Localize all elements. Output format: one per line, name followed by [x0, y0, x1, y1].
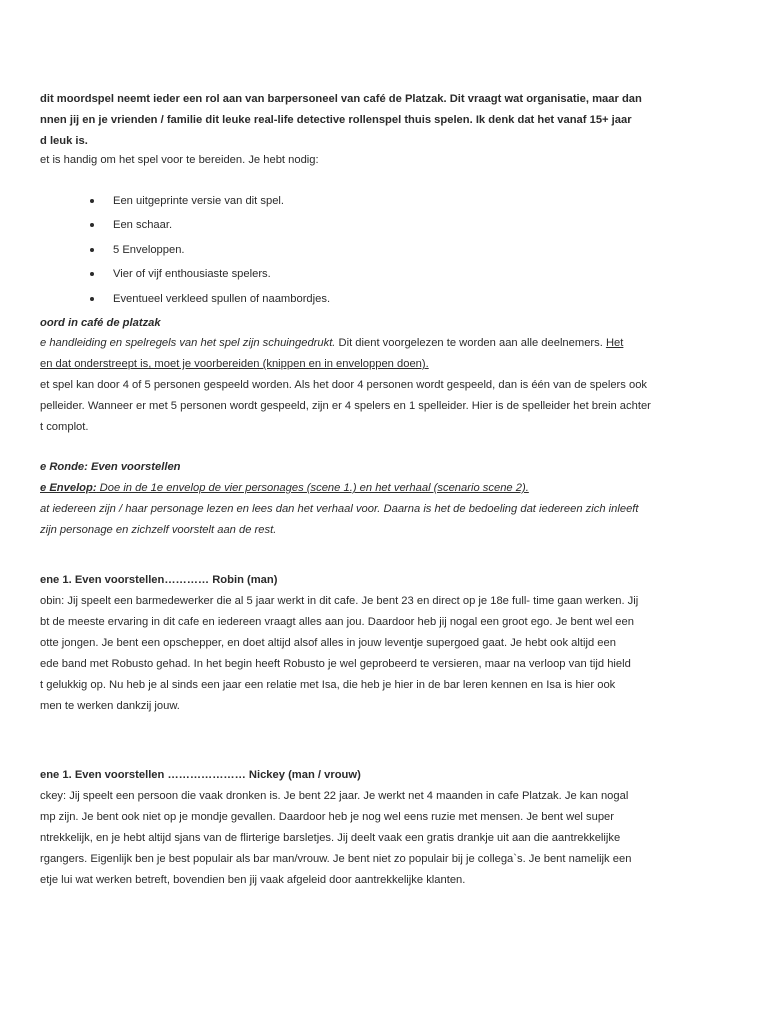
bullet-icon — [90, 297, 94, 301]
nickey-line: etje lui wat werken betreft, bovendien ben jij vaak afgeleid door aantrekkelijke klanten. — [40, 874, 466, 886]
bullet-icon — [90, 272, 94, 276]
instructions-line-1 — [40, 336, 623, 350]
robin-line: ede band met Robusto gehad. In het begin heeft Robusto je wel geprobeerd te versieren, maar na verloop van tijd hield — [40, 658, 631, 670]
nickey-line: ckey: Jij speelt een persoon die vaak dronken is. Je bent 22 jaar. Je werkt net 4 maanden in cafe Platzak. Je kan nogal — [40, 790, 629, 802]
intro-line-2: nnen jij en je vrienden / familie dit leuke real-life detective rollenspel thuis spelen. Ik denk dat het vanaf 15+ jaar — [40, 114, 632, 126]
list-item: Een schaar. — [113, 219, 173, 231]
round-title: e Ronde: Even voorstellen — [40, 461, 181, 473]
instructions-text: Dit dient voorgelezen te worden aan alle deelnemers. — [335, 337, 606, 349]
players-line-1: et spel kan door 4 of 5 personen gespeeld worden. Als het door 4 personen wordt gespeeld, dan is één van de spelers ook — [40, 379, 648, 391]
instructions-line-2: en dat onderstreept is, moet je voorbereiden (knippen en in enveloppen doen). — [40, 358, 429, 370]
round-desc-line-1: at iedereen zijn / haar personage lezen en lees dan het verhaal voor. Daarna is het de bedoeling dat iedereen zich inleeft — [40, 503, 639, 515]
players-line-3: t complot. — [40, 421, 89, 433]
robin-line: otte jongen. Je bent een opschepper, en doet altijd alsof alles in jouw leventje supergoed gaat. Je hebt ook altijd een — [40, 637, 616, 649]
section-title: oord in café de platzak — [40, 317, 161, 329]
robin-line: bt de meeste ervaring in dit cafe en iedereen vraagt alles aan jou. Daardoor heb jij nogal een groot ego. Je bent wel een — [40, 616, 634, 628]
robin-line: obin: Jij speelt een barmedewerker die al 5 jaar werkt in dit cafe. Je bent 23 en direct op je 18e full- time gaan werken. Jij — [40, 595, 639, 607]
list-item: 5 Enveloppen. — [113, 244, 185, 256]
robin-line: men te werken dankzij jouw. — [40, 700, 180, 712]
envelop-line — [40, 481, 529, 495]
instructions-underline: Het — [605, 337, 624, 349]
envelop-text: Doe in de 1e envelop de vier personages (scene 1.) en het verhaal (scenario scene 2). — [96, 482, 529, 494]
list-item: Vier of vijf enthousiaste spelers. — [113, 268, 271, 280]
prep-line: et is handig om het spel voor te bereiden. Je hebt nodig: — [40, 154, 319, 166]
robin-line: t gelukkig op. Nu heb je al sinds een jaar een relatie met Isa, die heb je hier in de bar leren kennen en Isa is hier ook — [40, 679, 616, 691]
intro-line-1: dit moordspel neemt ieder een rol aan van barpersoneel van café de Platzak. Dit vraagt wat organisatie, maar dan — [40, 93, 642, 105]
intro-line-3: d leuk is. — [40, 135, 88, 147]
round-desc-line-2: zijn personage en zichzelf voorstelt aan de rest. — [40, 524, 277, 536]
nickey-title: ene 1. Even voorstellen ………………… Nickey (man / vrouw) — [40, 769, 361, 781]
bullet-icon — [90, 223, 94, 227]
instructions-italic: e handleiding en spelregels van het spel zijn schuingedrukt. — [40, 337, 336, 349]
list-item: Eventueel verkleed spullen of naambordjes. — [113, 293, 331, 305]
bullet-icon — [90, 199, 94, 203]
players-line-2: pelleider. Wanneer er met 5 personen wordt gespeeld, zijn er 4 spelers en 1 spelleider. Hier is de spelleider het brein achter — [40, 400, 651, 412]
list-item: Een uitgeprinte versie van dit spel. — [113, 195, 285, 207]
nickey-line: mp zijn. Je bent ook niet op je mondje gevallen. Daardoor heb je nog wel eens ruzie met mensen. Je bent wel super — [40, 811, 615, 823]
robin-title: ene 1. Even voorstellen………… Robin (man) — [40, 574, 278, 586]
envelop-label: e Envelop: — [40, 482, 97, 494]
bullet-icon — [90, 248, 94, 252]
nickey-line: rgangers. Eigenlijk ben je best populair als bar man/vrouw. Je bent niet zo populair bij je collega`s. Je bent namelijk een — [40, 853, 632, 865]
nickey-line: ntrekkelijk, en je hebt altijd sjans van de flirterige barsletjes. Jij deelt vaak een gratis drankje uit aan die aantrekkelijke — [40, 832, 621, 844]
